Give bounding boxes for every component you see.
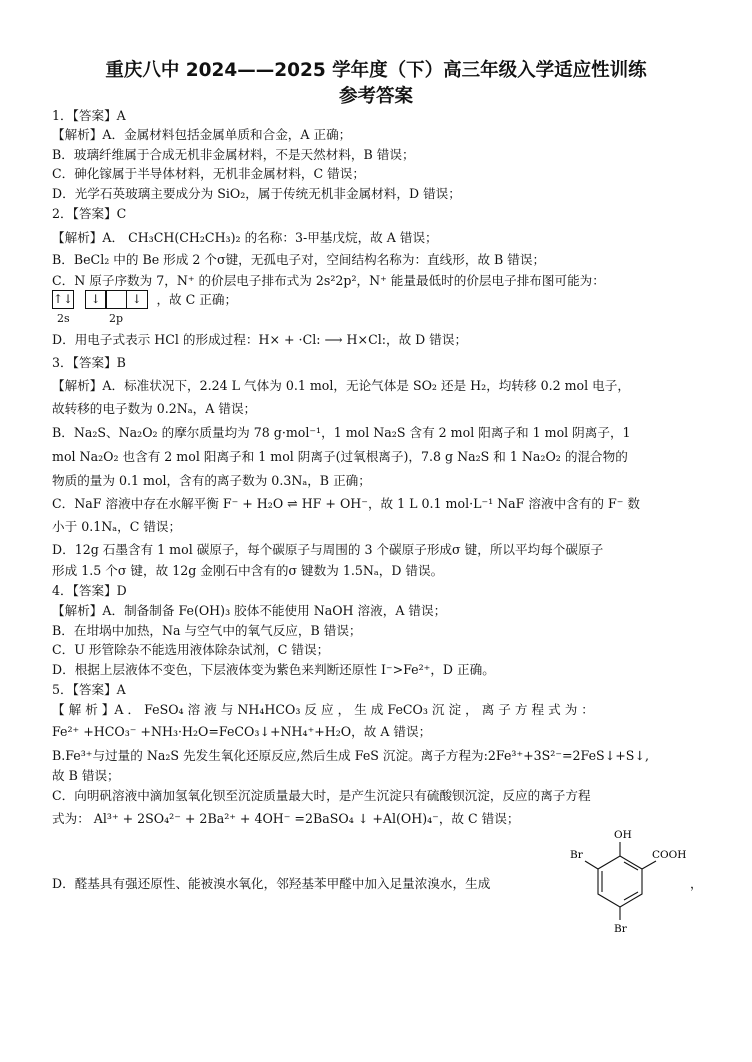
text-line: B．BeCl₂ 中的 Be 形成 2 个σ键，无孤电子对，空间结构名称为：直线形，故 B 错误； (52, 252, 546, 267)
orbital-label-2p: 2p (109, 312, 124, 325)
bromo-salicylic-acid-structure (560, 826, 710, 934)
text-line: 物质的量为 0.1 mol，含有的离子数为 0.3Nₐ，B 正确； (52, 473, 371, 488)
text-line: 5．【答案】A (52, 682, 126, 697)
text-line: B．在坩埚中加热，Na 与空气中的氧气反应，B 错误； (52, 623, 362, 638)
text-line: 1．【答案】A (52, 108, 126, 123)
text-line: D．光学石英玻璃主要成分为 SiO₂，属于传统无机非金属材料，D 错误； (52, 186, 461, 201)
text-line: C．砷化镓属于半导体材料，无机非金属材料，C 错误； (52, 166, 365, 181)
text-line: C．N 原子序数为 7，N⁺ 的价层电子排布式为 2s²2p²，N⁺ 能量最低时的价层电子排布图可能为： (52, 273, 605, 288)
trailing-comma: ， (690, 876, 703, 891)
text-line: 式为： Al³⁺ + 2SO₄²⁻ + 2Ba²⁺ + 4OH⁻ =2BaSO₄ ↓ +Al(OH)₄⁻，故 C 错误； (52, 811, 520, 826)
text-line: 形成 1.5 个σ 键，故 12g 金刚石中含有的σ 键数为 1.5Nₐ，D 错误。 (52, 563, 444, 578)
text-line: B.Fe³⁺与过量的 Na₂S 先发生氧化还原反应,然后生成 FeS 沉淀。离子方程为:2Fe³⁺+3S²⁻=2FeS↓+S↓, (52, 748, 649, 763)
orbital-box-2p-2 (105, 290, 127, 309)
br-left-label: Br (570, 849, 583, 861)
page-title: 重庆八中 2024——2025 学年度（下）高三年级入学适应性训练 (105, 60, 647, 81)
text-line: B．Na₂S、Na₂O₂ 的摩尔质量均为 78 g·mol⁻¹，1 mol Na₂S 含有 2 mol 阳离子和 1 mol 阴离子，1 (52, 425, 631, 440)
text-line: B．玻璃纤维属于合成无机非金属材料，不是天然材料，B 错误； (52, 147, 415, 162)
text-line: C．向明矾溶液中滴加氢氧化钡至沉淀质量最大时，是产生沉淀只有硫酸钡沉淀，反应的离子方程 (52, 788, 591, 803)
text-line: 小于 0.1Nₐ，C 错误； (52, 519, 182, 534)
text-line: D．用电子式表示 HCl 的形成过程：H× + ·Cl: ⟶ H×Cl:，故 D 错误； (52, 332, 468, 347)
text-line: D．醛基具有强还原性、能被溴水氧化，邻羟基苯甲醛中加入足量浓溴水，生成 (52, 876, 491, 891)
orbital-conclusion: ，故 C 正确； (156, 292, 238, 307)
text-line: C．NaF 溶液中存在水解平衡 F⁻ + H₂O ⇌ HF + OH⁻，故 1 L 0.1 mol·L⁻¹ NaF 溶液中含有的 F⁻ 数 (52, 496, 640, 511)
text-line: 故 B 错误； (52, 768, 120, 783)
text-line: 4．【答案】D (52, 583, 127, 598)
cooh-label: COOH (652, 849, 687, 861)
orbital-box-2s: ↑↓ (52, 290, 74, 309)
text-line: D．12g 石墨含有 1 mol 碳原子，每个碳原子与周围的 3 个碳原子形成σ 键，所以平均每个碳原子 (52, 542, 604, 557)
text-line: Fe²⁺ +HCO₃⁻ +NH₃·H₂O=FeCO₃↓+NH₄⁺+H₂O，故 A 错误； (52, 724, 432, 739)
text-line: 故转移的电子数为 0.2Nₐ，A 错误； (52, 401, 257, 416)
text-line: 【 解 析 】A ． FeSO₄ 溶 液 与 NH₄HCO₃ 反 应 ， 生 成 FeCO₃ 沉 淀 ， 离 子 方 程 式 为 ： (52, 702, 594, 717)
orbital-label-2s: 2s (57, 312, 70, 325)
orbital-diagram (52, 290, 238, 325)
br-bottom-label: Br (614, 923, 627, 934)
text-line: 【解析】A．制备制备 Fe(OH)₃ 胶体不能使用 NaOH 溶液，A 错误； (52, 603, 447, 618)
text-line: mol Na₂O₂ 也含有 2 mol 阳离子和 1 mol 阴离子(过氧根离子)，7.8 g Na₂S 和 1 Na₂O₂ 的混合物的 (52, 449, 628, 464)
text-line: 3．【答案】B (52, 355, 126, 370)
oh-label: OH (614, 829, 632, 841)
text-line: D．根据上层液体不变色，下层液体变为紫色来判断还原性 I⁻>Fe²⁺，D 正确。 (52, 662, 495, 677)
text-line: 【解析】A．金属材料包括金属单质和合金，A 正确； (52, 127, 352, 142)
orbital-box-2p-1: ↓ (85, 290, 107, 309)
text-line: 【解析】A．标准状况下，2.24 L 气体为 0.1 mol，无论气体是 SO₂ 还是 H₂，均转移 0.2 mol 电子， (52, 378, 630, 393)
text-line: 【解析】A． CH₃CH(CH₂CH₃)₂ 的名称：3-甲基戊烷，故 A 错误； (52, 230, 438, 245)
page-subtitle: 参考答案 (338, 86, 413, 107)
text-line: C．U 形管除杂不能选用液体除杂试剂，C 错误； (52, 642, 330, 657)
orbital-box-2p-3: ↓ (126, 290, 148, 309)
text-line: 2．【答案】C (52, 206, 127, 221)
